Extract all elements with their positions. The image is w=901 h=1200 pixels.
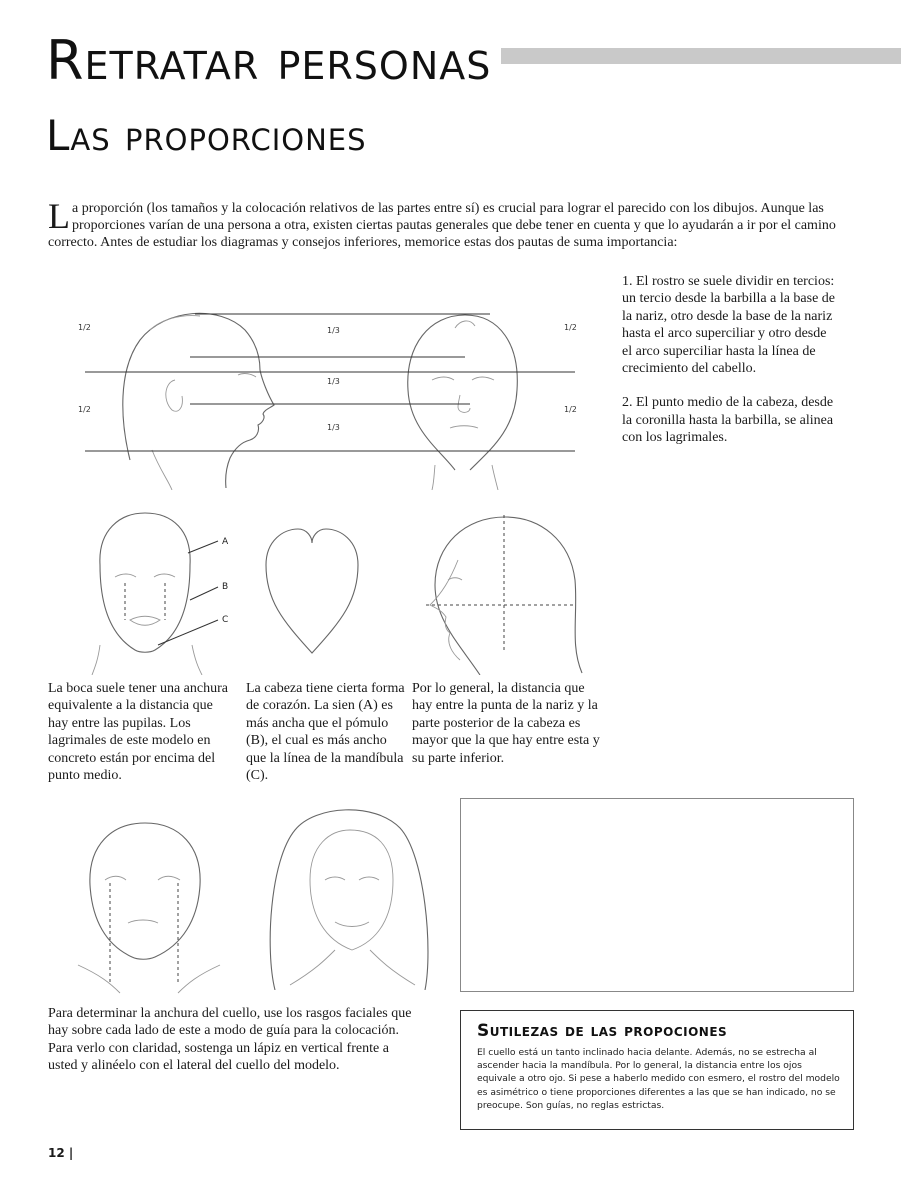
- thirds-diagram: [60, 300, 600, 490]
- heart-outline-sketch: [266, 529, 358, 653]
- profile-eye-mark-sketch: [448, 578, 462, 580]
- half-label-bottom-right: 1/2: [564, 405, 577, 414]
- face-eyes-sketch: [115, 574, 175, 577]
- face-neck-sketch: [92, 645, 202, 675]
- third-label-top: 1/3: [327, 326, 340, 335]
- intro-text: a proporción (los tamaños y la colocación relativos de las partes entre sí) es crucial para lograr el parecido con los dibujos. Aunque las proporciones varían de una persona a otra, existen ciertas pautas generales que debe tener en cuenta y que lo ayudarán a ir por el camino correcto. Antes de estudiar los diagramas y consejos inferiores, memorice estas dos pautas de suma importancia:: [48, 201, 836, 250]
- pointer-a-line: [188, 541, 218, 553]
- rule-midpoint: 2. El punto medio de la cabeza, desde la coronilla hasta la barbilla, se alinea con los lagrimales.: [622, 395, 834, 446]
- label-c: C: [222, 615, 229, 625]
- page-number: 12 |: [48, 1146, 74, 1160]
- neck-face-outline-sketch: [90, 823, 200, 959]
- half-label-bottom-left: 1/2: [78, 405, 91, 414]
- pointer-b-line: [190, 587, 218, 600]
- image-placeholder-frame: [460, 798, 854, 992]
- neck-face-mouth-sketch: [128, 920, 158, 923]
- woman-portrait-drawing: [255, 800, 445, 990]
- portrait-neck-sketch: [290, 950, 415, 985]
- sidebar-text: El cuello está un tanto inclinado hacia delante. Además, no se estrecha al ascender hacia la mandíbula. Por lo general, la distancia entre los ojos equivale a otro ojo. Si pese a haberlo medido con esmero, el rostro del modelo es asimétrico o tiene proporciones diferentes a las que se han indicado, no se preocupe. Son guías, no reglas estrictas.: [477, 1047, 840, 1111]
- half-label-top-right: 1/2: [564, 323, 577, 332]
- face-mouth-sketch: [130, 616, 160, 625]
- caption-mouth: La boca suele tener una anchura equivalente a la distancia que hay entre las pupilas. Los lagrimales de este modelo en concreto están por encima del punto medio.: [48, 681, 228, 784]
- portrait-eyes-sketch: [325, 877, 379, 880]
- heart-shape-diagram: [262, 525, 362, 655]
- page-subtitle: Las proporciones: [46, 111, 367, 160]
- portrait-face-sketch: [310, 830, 393, 950]
- profile-hair-outline-sketch: [435, 517, 582, 675]
- portrait-hair-outline-sketch: [270, 810, 428, 990]
- front-head-sketch: [408, 315, 518, 470]
- neck-guide-diagram: [70, 815, 230, 995]
- intro-paragraph: [48, 196, 848, 251]
- portrait-smile-sketch: [335, 922, 369, 927]
- third-label-middle: 1/3: [327, 377, 340, 386]
- front-hair-sketch: [455, 321, 475, 328]
- third-label-bottom: 1/3: [327, 423, 340, 432]
- profile-face-line-sketch: [430, 560, 460, 660]
- caption-profile: Por lo general, la distancia que hay entre la punta de la nariz y la parte posterior de la cabeza es mayor que la que hay entre esta y su parte inferior.: [412, 681, 600, 766]
- neck-shoulder-sketch: [78, 965, 220, 993]
- front-face-diagram: [80, 505, 240, 675]
- rule-thirds: 1. El rostro se suele dividir en tercios: un tercio desde la barbilla a la base de la nariz, otro desde la base de la nariz hasta el arco superciliar y otro desde el arco superciliar hasta la línea de crecimiento del cabello.: [622, 274, 836, 377]
- profile-head-sketch: [123, 313, 274, 488]
- front-eyes-sketch: [432, 377, 494, 380]
- pointer-c-line: [158, 620, 218, 645]
- profile-eye-sketch: [238, 374, 256, 377]
- face-outline-sketch: [100, 513, 190, 652]
- drop-cap: L: [48, 196, 70, 236]
- proportion-rules: [622, 273, 837, 464]
- profile-neck-sketch: [152, 450, 172, 490]
- tips-sidebar: [460, 1010, 854, 1130]
- caption-neck: Para determinar la anchura del cuello, use los rasgos faciales que hay sobre cada lado de este a modo de guía para la colocación. Para verlo con claridad, sostenga un lápiz en vertical frente a usted y alinéelo con el lateral del cuello del modelo.: [48, 1006, 412, 1074]
- label-a: A: [222, 537, 229, 547]
- front-mouth-sketch: [450, 426, 478, 428]
- front-neck-sketch: [432, 465, 498, 490]
- profile-proportion-diagram: [420, 505, 590, 675]
- label-b: B: [222, 582, 229, 592]
- caption-heart: La cabeza tiene cierta forma de corazón. La sien (A) es más ancha que el pómulo (B), el cual es más ancho que la línea de la mandíbula (C).: [246, 681, 405, 784]
- profile-hair-sketch: [150, 316, 200, 330]
- sidebar-title: Sutilezas de las propociones: [477, 1021, 728, 1041]
- page-title: Retratar personas: [46, 26, 501, 96]
- neck-face-eyes-sketch: [105, 876, 180, 880]
- profile-ear-sketch: [166, 380, 183, 411]
- half-label-top-left: 1/2: [78, 323, 91, 332]
